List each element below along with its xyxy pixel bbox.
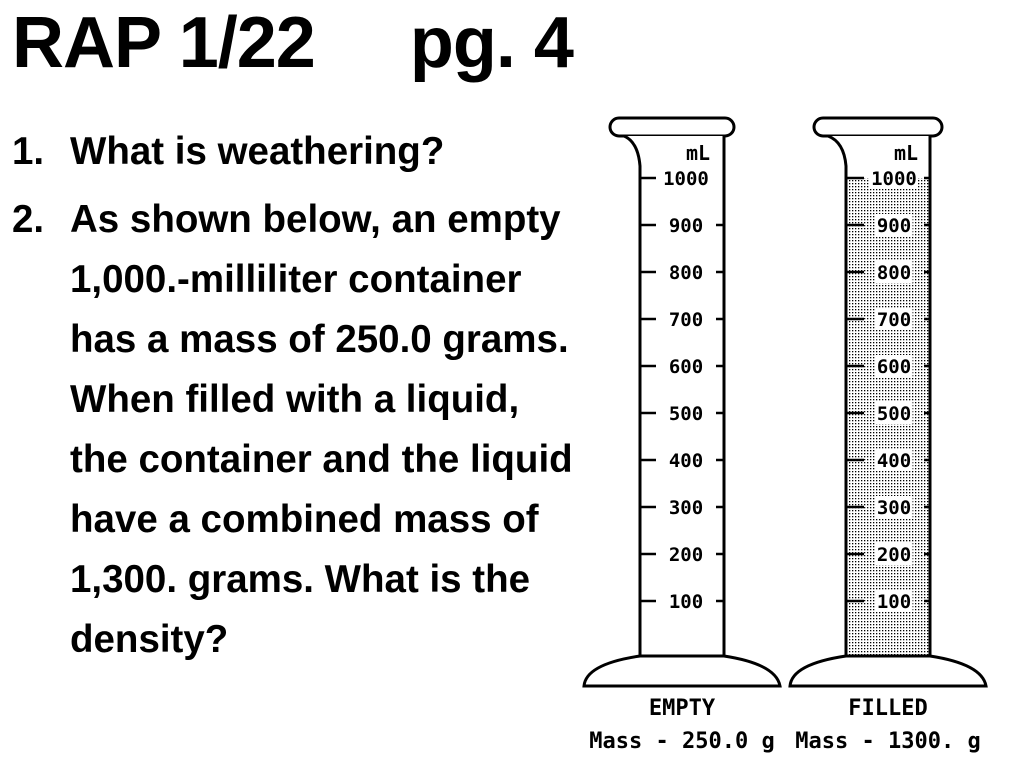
scale-label: 200 xyxy=(876,544,912,566)
scale-label: 700 xyxy=(876,309,912,331)
scale-label: 400 xyxy=(668,450,704,472)
cylinders-diagram xyxy=(576,108,1006,758)
cylinder-mass: Mass - 1300. g xyxy=(795,729,981,754)
question-number: 1. xyxy=(12,130,45,173)
question-text: As shown below, an empty 1,000.-milliliter container has a mass of 250.0 grams. When filled with a liquid, the container and the liquid have a combined mass of 1,300. grams. What is the density? xyxy=(70,198,573,661)
unit-label: mL xyxy=(893,141,919,165)
scale-label: 900 xyxy=(876,215,912,237)
scale-label: 600 xyxy=(668,356,704,378)
question-item-1 xyxy=(12,122,582,182)
scale-label: 500 xyxy=(876,403,912,425)
scale-label: 1000 xyxy=(663,168,709,190)
cylinder-label: EMPTY xyxy=(648,696,716,721)
filled-cylinder xyxy=(790,118,986,754)
cylinder-base xyxy=(790,656,986,686)
scale-label: 1000 xyxy=(871,168,917,190)
empty-cylinder xyxy=(584,118,780,754)
scale-label: 100 xyxy=(668,591,704,613)
cylinder-lip xyxy=(610,118,734,136)
scale-label: 700 xyxy=(668,309,704,331)
scale-label: 400 xyxy=(876,450,912,472)
cylinder-base xyxy=(584,656,780,686)
scale-label: 300 xyxy=(876,497,912,519)
scale-label: 300 xyxy=(668,497,704,519)
scale-label: 800 xyxy=(668,262,704,284)
scale-label: 200 xyxy=(668,544,704,566)
graduated-cylinders-figure xyxy=(576,108,1006,758)
slide-title: RAP 1/22 pg. 4 xyxy=(12,3,573,83)
scale-label: 100 xyxy=(876,591,912,613)
question-list xyxy=(12,122,582,678)
question-number: 2. xyxy=(12,198,45,241)
question-text: What is weathering? xyxy=(70,130,445,173)
scale-label: 500 xyxy=(668,403,704,425)
question-item-2 xyxy=(12,190,582,670)
scale-label: 600 xyxy=(876,356,912,378)
cylinder-lip xyxy=(814,118,942,136)
scale-label: 900 xyxy=(668,215,704,237)
scale-label: 800 xyxy=(876,262,912,284)
unit-label: mL xyxy=(685,141,711,165)
cylinder-label: FILLED xyxy=(848,696,928,721)
cylinder-mass: Mass - 250.0 g xyxy=(589,729,775,754)
